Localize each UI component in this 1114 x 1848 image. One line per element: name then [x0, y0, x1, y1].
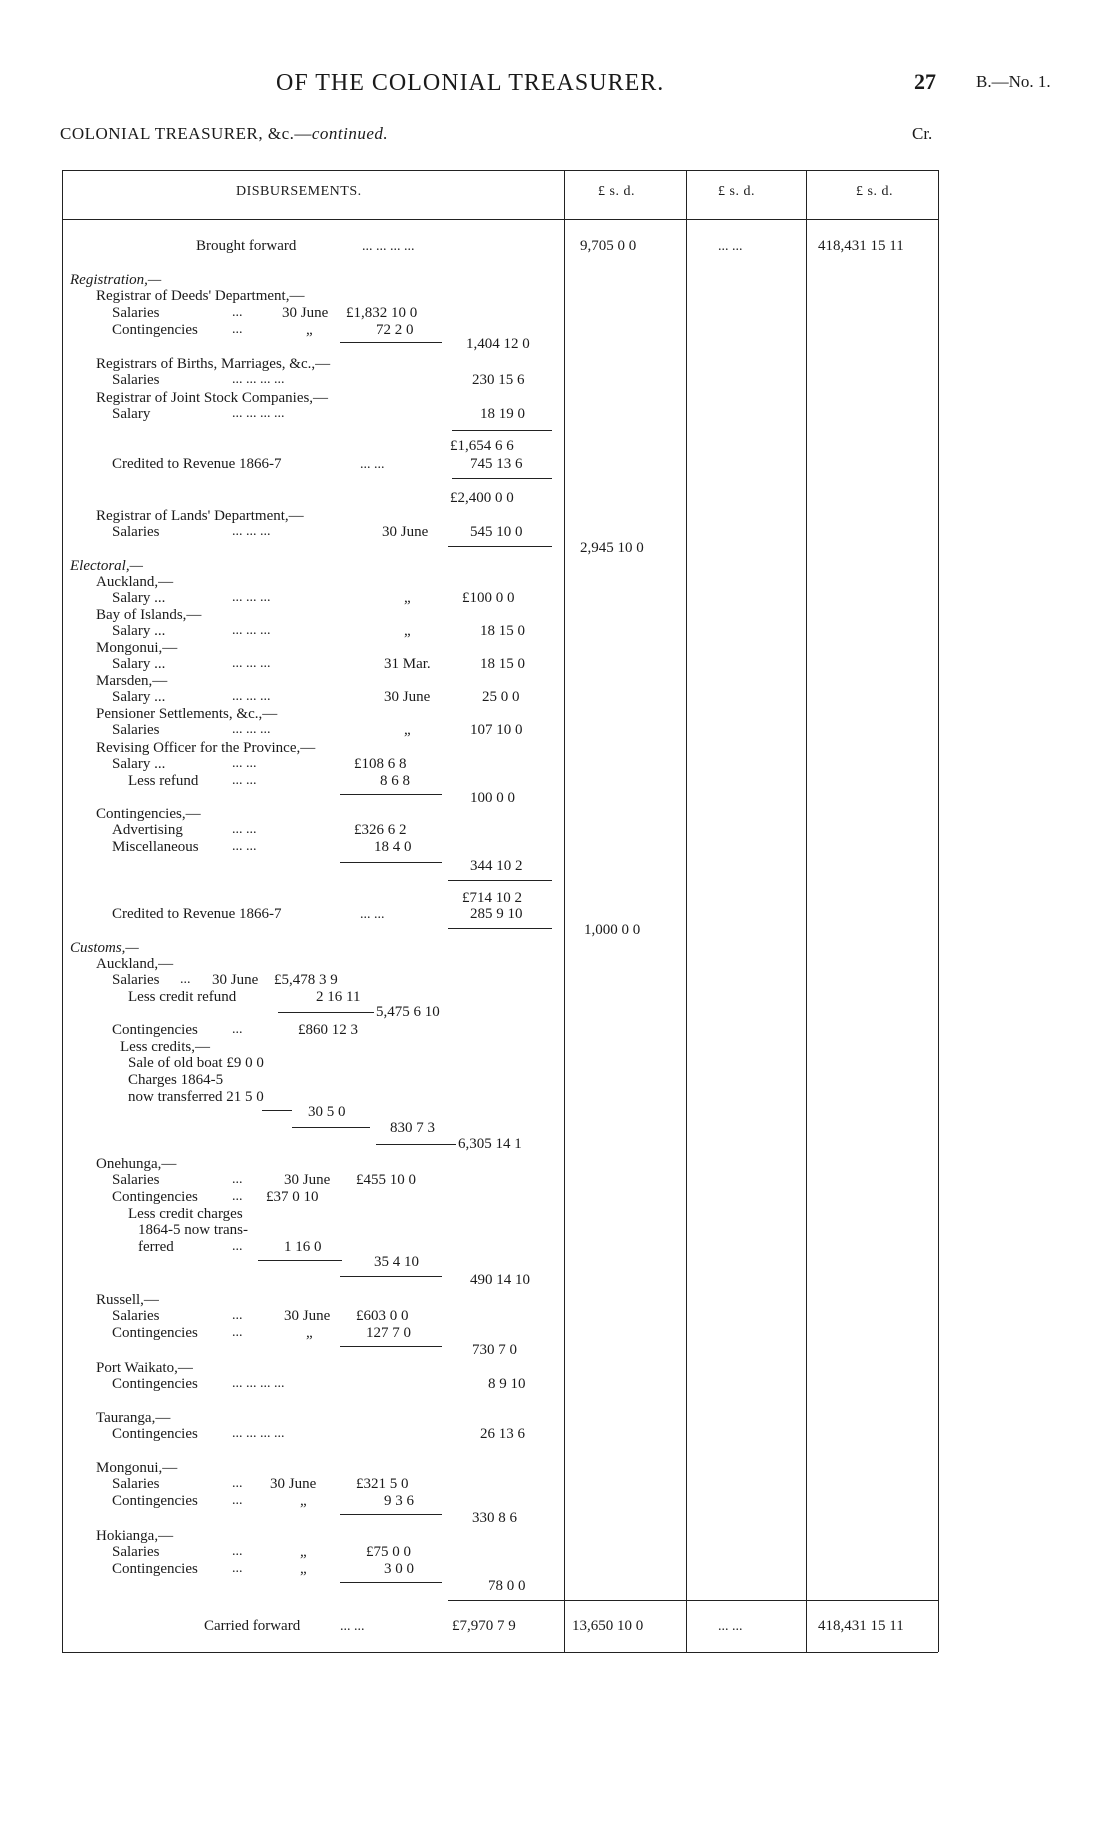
electoral-mongonui: Mongonui,— [96, 640, 178, 656]
advertising-label: Advertising [112, 822, 183, 838]
dots: ... [232, 1493, 243, 1508]
brought-forward-col1: 9,705 0 0 [580, 238, 637, 254]
auckland-salaries-amount: £5,478 3 9 [274, 972, 338, 988]
table-left-border [62, 170, 63, 1652]
dots: ... [232, 1308, 243, 1323]
registration-heading: Registration,— [70, 272, 162, 288]
deeds-contingencies-amount: 72 2 0 [376, 322, 414, 338]
salary-label: Salary ... [112, 623, 166, 639]
lands-salaries-label: Salaries [112, 524, 160, 540]
now-transferred: now transferred 21 5 0 [128, 1089, 264, 1105]
revising-refund-amount: 8 6 8 [380, 773, 410, 789]
auckland-contingencies-amount: £860 12 3 [298, 1022, 358, 1038]
dots: ... ... [340, 1619, 365, 1634]
ditto-mark: „ [300, 1493, 307, 1509]
salary-label: Salary ... [112, 590, 166, 606]
contingencies-total: 344 10 2 [470, 858, 523, 874]
revising-total: 100 0 0 [470, 790, 515, 806]
contingencies-label: Contingencies [112, 1022, 198, 1038]
sum-rule [452, 430, 552, 431]
russell-total: 730 7 0 [472, 1342, 517, 1358]
ditto-mark: „ [404, 623, 411, 639]
sum-rule [258, 1260, 342, 1261]
sum-rule [448, 880, 552, 881]
hokianga-total: 78 0 0 [488, 1578, 526, 1594]
column-divider-2 [686, 170, 687, 1652]
onehunga-salaries-date: 30 June [284, 1172, 331, 1188]
session-reference: B.—No. 1. [976, 72, 1051, 91]
hokianga-salaries-amount: £75 0 0 [366, 1544, 411, 1560]
sum-rule [340, 1276, 442, 1277]
deeds-salaries-date: 30 June [282, 305, 329, 321]
registration-credited-amount: 745 13 6 [470, 456, 523, 472]
transfer-label-1: 1864-5 now trans- [138, 1222, 248, 1238]
salaries-label: Salaries [112, 722, 160, 738]
hokianga-contingencies-amount: 3 0 0 [384, 1561, 414, 1577]
jsc-amount: 18 19 0 [480, 406, 525, 422]
brought-forward-label: Brought forward [196, 238, 297, 254]
electoral-col1-total: 1,000 0 0 [584, 922, 641, 938]
auckland-credits-total: 30 5 0 [308, 1104, 346, 1120]
deeds-salaries-amount: £1,832 10 0 [346, 305, 418, 321]
carried-forward-rule [448, 1600, 938, 1601]
sum-rule [340, 342, 442, 343]
salary-label: Salary ... [112, 656, 166, 672]
sum-rule [376, 1144, 456, 1145]
lands-amount: 545 10 0 [470, 524, 523, 540]
section-subtitle: COLONIAL TREASURER, &c.—continued. [60, 124, 389, 143]
dots: ... ... ... [232, 590, 271, 605]
advertising-amount: £326 6 2 [354, 822, 407, 838]
transfer-label-2: ferred [138, 1239, 174, 1255]
ditto-mark: „ [404, 590, 411, 606]
electoral-bay-amount: 18 15 0 [480, 623, 525, 639]
ditto-mark: „ [404, 722, 411, 738]
lsd-header-1: £ s. d. [598, 184, 635, 199]
sum-rule [452, 478, 552, 479]
carried-forward-col2: ... ... [718, 1619, 743, 1634]
births-amount: 230 15 6 [472, 372, 525, 388]
less-credits-label: Less credits,— [120, 1039, 210, 1055]
joint-stock-registrar: Registrar of Joint Stock Companies,— [96, 390, 329, 406]
revising-salary-amount: £108 6 8 [354, 756, 407, 772]
sum-rule [278, 1012, 374, 1013]
auckland-net-contingencies: 830 7 3 [390, 1120, 435, 1136]
registration-total: £2,400 0 0 [450, 490, 514, 506]
salaries-label: Salaries [112, 1308, 160, 1324]
ditto-mark: „ [306, 322, 313, 338]
sum-rule [340, 1514, 442, 1515]
electoral-revising-officer: Revising Officer for the Province,— [96, 740, 316, 756]
dots: ... [232, 1476, 243, 1491]
mongonui-salaries-date: 30 June [270, 1476, 317, 1492]
brought-forward-col2: ... ... [718, 239, 743, 254]
dots: ... [232, 1544, 243, 1559]
births-registrars: Registrars of Births, Marriages, &c.,— [96, 356, 331, 372]
ditto-mark: „ [300, 1544, 307, 1560]
column-divider-1 [564, 170, 565, 1652]
lands-date: 30 June [382, 524, 429, 540]
credit-side-label: Cr. [912, 124, 933, 143]
sum-rule [340, 1346, 442, 1347]
tauranga-amount: 26 13 6 [480, 1426, 525, 1442]
dots: ... ... [232, 773, 257, 788]
miscellaneous-amount: 18 4 0 [374, 839, 412, 855]
page-title: OF THE COLONIAL TREASURER. [276, 70, 665, 96]
auckland-refund-amount: 2 16 11 [316, 989, 361, 1005]
onehunga-total: 490 14 10 [470, 1272, 530, 1288]
mongonui-salaries-amount: £321 5 0 [356, 1476, 409, 1492]
dots: ... ... ... [232, 722, 271, 737]
carried-forward-col1: 13,650 10 0 [572, 1618, 644, 1634]
electoral-credited-amount: 285 9 10 [470, 906, 523, 922]
onehunga-transfer-amount: 1 16 0 [284, 1239, 322, 1255]
contingencies-label: Contingencies [112, 1426, 198, 1442]
carried-forward-label: Carried forward [204, 1618, 301, 1634]
auckland-customs-total: 6,305 14 1 [458, 1136, 522, 1152]
dots: ... [232, 1561, 243, 1576]
customs-heading: Customs,— [70, 940, 139, 956]
less-credit-refund-label: Less credit refund [128, 989, 237, 1005]
page-number: 27 [914, 69, 936, 94]
charges-label: Charges 1864-5 [128, 1072, 224, 1088]
electoral-credited-label: Credited to Revenue 1866-7 [112, 906, 282, 922]
dots: ... [232, 1022, 243, 1037]
miscellaneous-label: Miscellaneous [112, 839, 199, 855]
dots: ... [232, 1189, 243, 1204]
dots: ... ... ... ... [232, 372, 285, 387]
salaries-label: Salaries [112, 1476, 160, 1492]
births-salaries-label: Salaries [112, 372, 160, 388]
customs-onehunga: Onehunga,— [96, 1156, 177, 1172]
russell-salaries-amount: £603 0 0 [356, 1308, 409, 1324]
electoral-marsden-amount: 25 0 0 [482, 689, 520, 705]
electoral-auckland-amount: £100 0 0 [462, 590, 515, 606]
ditto-mark: „ [306, 1325, 313, 1341]
dots: ... [232, 1172, 243, 1187]
dots: ... ... [232, 756, 257, 771]
dots: ... ... ... ... [232, 1426, 285, 1441]
sum-rule [340, 1582, 442, 1583]
mongonui-total: 330 8 6 [472, 1510, 517, 1526]
dots: ... ... [232, 839, 257, 854]
customs-russell: Russell,— [96, 1292, 159, 1308]
electoral-marsden: Marsden,— [96, 673, 168, 689]
customs-mongonui: Mongonui,— [96, 1460, 178, 1476]
contingencies-label: Contingencies [112, 1325, 198, 1341]
dots: ... [232, 322, 243, 337]
table-bottom-rule [62, 1652, 938, 1653]
brought-forward-col3: 418,431 15 11 [818, 238, 904, 254]
dots: ... [232, 1239, 243, 1254]
lands-department: Registrar of Lands' Department,— [96, 508, 304, 524]
deeds-department: Registrar of Deeds' Department,— [96, 288, 305, 304]
sum-rule [292, 1127, 370, 1128]
mongonui-contingencies-amount: 9 3 6 [384, 1493, 414, 1509]
sum-rule [448, 546, 552, 547]
salary-label: Salary ... [112, 756, 166, 772]
onehunga-net-contingencies: 35 4 10 [374, 1254, 419, 1270]
disbursements-header: DISBURSEMENTS. [236, 184, 362, 199]
onehunga-contingencies-amount: £37 0 10 [266, 1189, 319, 1205]
less-refund-label: Less refund [128, 773, 199, 789]
dots: ... [180, 972, 191, 987]
electoral-bay-of-islands: Bay of Islands,— [96, 607, 202, 623]
jsc-salary-label: Salary [112, 406, 151, 422]
registration-subtotal: £1,654 6 6 [450, 438, 514, 454]
electoral-subtotal: £714 10 2 [462, 890, 522, 906]
salaries-label: Salaries [112, 1544, 160, 1560]
auckland-net-salaries: 5,475 6 10 [376, 1004, 440, 1020]
dots: ... ... ... ... [232, 406, 285, 421]
sale-of-old-boat: Sale of old boat £9 0 0 [128, 1055, 264, 1071]
registration-credited-label: Credited to Revenue 1866-7 [112, 456, 282, 472]
dots: ... ... [360, 457, 385, 472]
lsd-header-3: £ s. d. [856, 184, 893, 199]
russell-salaries-date: 30 June [284, 1308, 331, 1324]
carried-forward-col3: 418,431 15 11 [818, 1618, 904, 1634]
dots: ... ... ... [232, 623, 271, 638]
customs-auckland: Auckland,— [96, 956, 174, 972]
carried-forward-inner: £7,970 7 9 [452, 1618, 516, 1634]
deeds-total: 1,404 12 0 [466, 336, 530, 352]
deeds-contingencies-label: Contingencies [112, 322, 198, 338]
dots: ... ... ... [232, 524, 271, 539]
contingencies-label: Contingencies [112, 1493, 198, 1509]
dots: ... [232, 305, 243, 320]
dots: ... ... ... [232, 689, 271, 704]
dots: ... [232, 1325, 243, 1340]
electoral-pensioner-amount: 107 10 0 [470, 722, 523, 738]
sum-rule [262, 1110, 292, 1111]
customs-hokianga: Hokianga,— [96, 1528, 174, 1544]
customs-tauranga: Tauranga,— [96, 1410, 171, 1426]
salaries-label: Salaries [112, 972, 160, 988]
electoral-contingencies: Contingencies,— [96, 806, 201, 822]
onehunga-salaries-amount: £455 10 0 [356, 1172, 416, 1188]
sum-rule [448, 928, 552, 929]
contingencies-label: Contingencies [112, 1376, 198, 1392]
dots: ... ... ... [232, 656, 271, 671]
electoral-mongonui-amount: 18 15 0 [480, 656, 525, 672]
contingencies-label: Contingencies [112, 1189, 198, 1205]
lsd-header-2: £ s. d. [718, 184, 755, 199]
sum-rule [340, 862, 442, 863]
electoral-pensioner-settlements: Pensioner Settlements, &c.,— [96, 706, 278, 722]
registration-col1-total: 2,945 10 0 [580, 540, 644, 556]
marsden-date: 30 June [384, 689, 431, 705]
electoral-heading: Electoral,— [70, 558, 143, 574]
dots: ... ... ... ... [232, 1376, 285, 1391]
russell-contingencies-amount: 127 7 0 [366, 1325, 411, 1341]
table-right-border [938, 170, 939, 1652]
salaries-label: Salaries [112, 1172, 160, 1188]
deeds-salaries-label: Salaries [112, 305, 160, 321]
sum-rule [340, 794, 442, 795]
electoral-auckland: Auckland,— [96, 574, 174, 590]
less-credit-charges-label: Less credit charges [128, 1206, 243, 1222]
dots: ... ... [360, 907, 385, 922]
auckland-salaries-date: 30 June [212, 972, 259, 988]
ditto-mark: „ [300, 1561, 307, 1577]
mongonui-date: 31 Mar. [384, 656, 431, 672]
port-waikato-amount: 8 9 10 [488, 1376, 526, 1392]
salary-label: Salary ... [112, 689, 166, 705]
brought-forward-dots: ... ... ... ... [362, 239, 415, 254]
customs-port-waikato: Port Waikato,— [96, 1360, 193, 1376]
column-divider-3 [806, 170, 807, 1652]
contingencies-label: Contingencies [112, 1561, 198, 1577]
dots: ... ... [232, 822, 257, 837]
